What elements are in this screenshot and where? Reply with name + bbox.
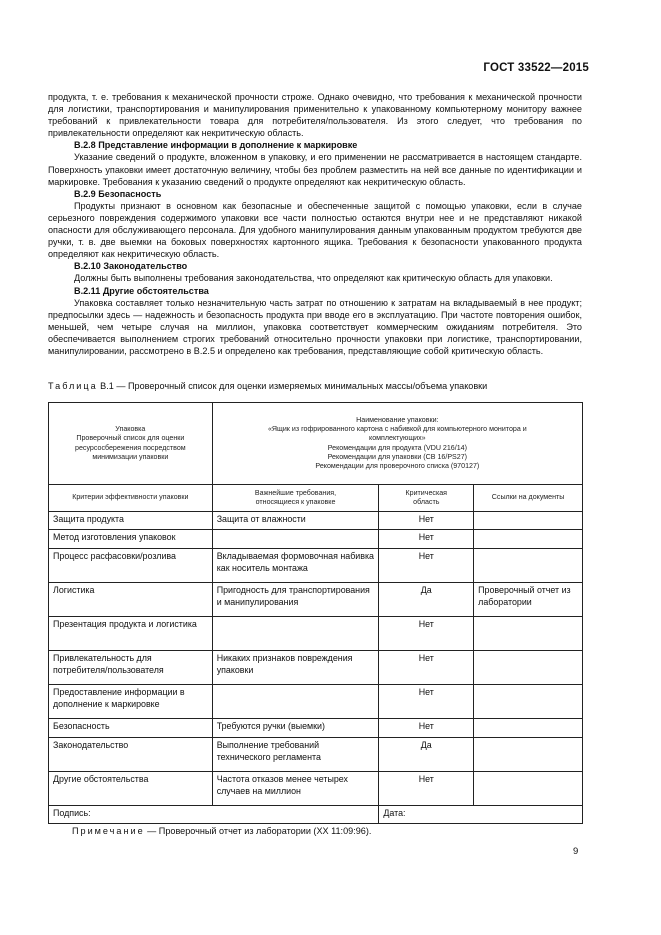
table-note — [72, 826, 371, 836]
criterion-cell: Законодательство — [49, 738, 213, 772]
table-caption-word: Таблица — [48, 381, 98, 391]
column-header-critical — [379, 485, 474, 512]
paragraph-b28: Указание сведений о продукте, вложенном в упаковку, и его применении не рассматривается в настоящем стандарте. Поверхность упаковки имеет достаточную величину, чтобы без проблем разместить на ней все данные по идентификации и маркировке. Требования к указанию сведений о продукте определяют как некритическую область. — [48, 152, 582, 187]
critical-cell: Нет — [379, 530, 474, 549]
paragraph-b211: Упаковка составляет только незначительную часть затрат по отношению к затратам на вкладываемый в нее продукт; предпосылки здесь — надежность и безопасность продукта при вводе его в эксплуатацию. При частоте повторения ошибок, меньшей, чем четыре случая на миллион, упаковка соответствует коммерческим ожиданиям потребителя. Это обеспечивается выполнением строгих требований относительно прочности упаковки при логистике, транспортировании, манипулировании, рассмотрено в В.2.5 и определено как требования, представляющие собой критическую область. — [48, 297, 582, 356]
date-cell: Дата: — [379, 806, 583, 824]
checklist-table — [48, 402, 583, 824]
top-right-line-3: комплектующих» — [369, 434, 426, 443]
paragraph-b29: Продукты признают в основном как безопасные и обеспеченные защитой с помощью упаковки, если в случае серьезного повреждения содержимого упаковки все части полностью остаются внутри нее и не представляют никакой опасности для обслуживающего персонала. Для удобного манипулирования данным упакованным продуктом требуются две ручки, т. в. две выемки на боковых поверхностях картонного ящика. Требования к безопасности упакованного продукта определяют как некритическую область. — [48, 200, 582, 260]
top-right-line-4: Рекомендации для продукта (VDU 216/14) — [327, 443, 467, 452]
paragraph-continuation: продукта, т. е. требования к механической прочности строже. Однако очевидно, что требования к механической прочности для логистики, транспортирования и манипулирования применительно к упакованному компьютерному монитору важнее требований к привлекательности товара для потребителя/пользователя. Из этого следует, что требования по привлекательности определяют как некритическую область. — [48, 92, 582, 139]
section-heading-b29: В.2.9 Безопасность — [74, 188, 162, 199]
top-right-line-2: «Ящик из гофрированного картона с набивкой для компьютерного монитора и — [267, 424, 527, 433]
table-row — [49, 549, 583, 583]
critical-cell: Нет — [379, 772, 474, 806]
critical-header-line-2: область — [413, 498, 440, 506]
table-row — [49, 583, 583, 617]
top-right-line-6: Рекомендации для проверочного списка (970127) — [315, 462, 480, 471]
table-footer-row — [49, 806, 583, 824]
requirement-cell — [212, 685, 379, 719]
critical-cell: Нет — [379, 617, 474, 651]
requirement-cell: Требуются ручки (выемки) — [212, 719, 379, 738]
criterion-cell: Предоставление информации в дополнение к маркировке — [49, 685, 213, 719]
top-right-line-5: Рекомендации для упаковки (CB 16/PS27) — [327, 452, 468, 461]
signature-cell: Подпись: — [49, 806, 379, 824]
table-row — [49, 772, 583, 806]
column-header-criteria: Критерии эффективности упаковки — [49, 485, 213, 512]
note-text: — Проверочный отчет из лаборатории (XX 11:09:96). — [144, 826, 372, 836]
requirement-cell: Вкладываемая формовочная набивка как носитель монтажа — [212, 549, 379, 583]
requirement-cell — [212, 617, 379, 651]
reference-cell — [474, 772, 583, 806]
table-row — [49, 685, 583, 719]
critical-cell: Нет — [379, 512, 474, 530]
column-header-references: Ссылки на документы — [474, 485, 583, 512]
top-left-line-4: минимизации упаковки — [92, 452, 169, 461]
section-heading-b210: В.2.10 Законодательство — [74, 261, 188, 272]
criterion-cell: Процесс расфасовки/розлива — [49, 549, 213, 583]
table-body — [49, 512, 583, 806]
top-left-line-3: ресурсосбережения посредством — [75, 443, 186, 452]
table-row — [49, 651, 583, 685]
requirement-cell: Никаких признаков повреждения упаковки — [212, 651, 379, 685]
table-row — [49, 512, 583, 530]
table-top-right-cell — [212, 403, 582, 485]
table-row — [49, 719, 583, 738]
requirement-cell: Пригодность для транспортирования и манипулирования — [212, 583, 379, 617]
critical-header-line-1: Критическая — [405, 488, 448, 497]
reference-cell — [474, 617, 583, 651]
page-number: 9 — [573, 846, 579, 857]
requirement-cell — [212, 530, 379, 549]
reference-cell — [474, 685, 583, 719]
top-right-line-1: Наименование упаковки: — [356, 415, 439, 424]
table-top-header-row — [49, 403, 583, 485]
criterion-cell: Безопасность — [49, 719, 213, 738]
column-header-requirements — [212, 485, 379, 512]
table-row — [49, 738, 583, 772]
requirement-cell: Частота отказов менее четырех случаев на миллион — [212, 772, 379, 806]
top-left-line-2: Проверочный список для оценки — [76, 434, 185, 443]
criterion-cell: Защита продукта — [49, 512, 213, 530]
requirement-cell: Защита от влажности — [212, 512, 379, 530]
criterion-cell: Презентация продукта и логистика — [49, 617, 213, 651]
top-left-line-1: Упаковка — [115, 424, 146, 433]
section-heading-b211: В.2.11 Другие обстоятельства — [74, 285, 209, 296]
reference-cell — [474, 651, 583, 685]
body-text — [48, 91, 582, 357]
criterion-cell: Логистика — [49, 583, 213, 617]
table-row — [49, 530, 583, 549]
table-caption-text: В.1 — Проверочный список для оценки измеряемых минимальных массы/объема упаковки — [97, 381, 488, 391]
note-label: Примечание — [72, 826, 145, 836]
critical-cell: Нет — [379, 549, 474, 583]
standard-code: ГОСТ 33522—2015 — [483, 62, 589, 74]
critical-cell: Нет — [379, 685, 474, 719]
critical-cell: Нет — [379, 651, 474, 685]
reference-cell: Проверочный отчет из лаборатории — [474, 583, 583, 617]
paragraph-b210: Должны быть выполнены требования законодательства, что определяют как критическую область для упаковки. — [74, 273, 553, 284]
requirement-cell: Выполнение требований технического регламента — [212, 738, 379, 772]
table-row — [49, 617, 583, 651]
critical-cell: Нет — [379, 719, 474, 738]
criterion-cell: Привлекательность для потребителя/пользователя — [49, 651, 213, 685]
critical-cell: Да — [379, 583, 474, 617]
critical-cell: Да — [379, 738, 474, 772]
table-column-header-row — [49, 485, 583, 512]
reference-cell — [474, 530, 583, 549]
reference-cell — [474, 549, 583, 583]
section-heading-b28: В.2.8 Представление информации в дополнение к маркировке — [74, 140, 358, 151]
requirements-header-line-1: Важнейшие требования, — [254, 488, 337, 497]
reference-cell — [474, 512, 583, 530]
reference-cell — [474, 719, 583, 738]
table-top-left-cell — [49, 403, 213, 485]
reference-cell — [474, 738, 583, 772]
table-caption — [48, 381, 588, 391]
requirements-header-line-2: относящиеся к упаковке — [255, 498, 336, 506]
criterion-cell: Другие обстоятельства — [49, 772, 213, 806]
criterion-cell: Метод изготовления упаковок — [49, 530, 213, 549]
